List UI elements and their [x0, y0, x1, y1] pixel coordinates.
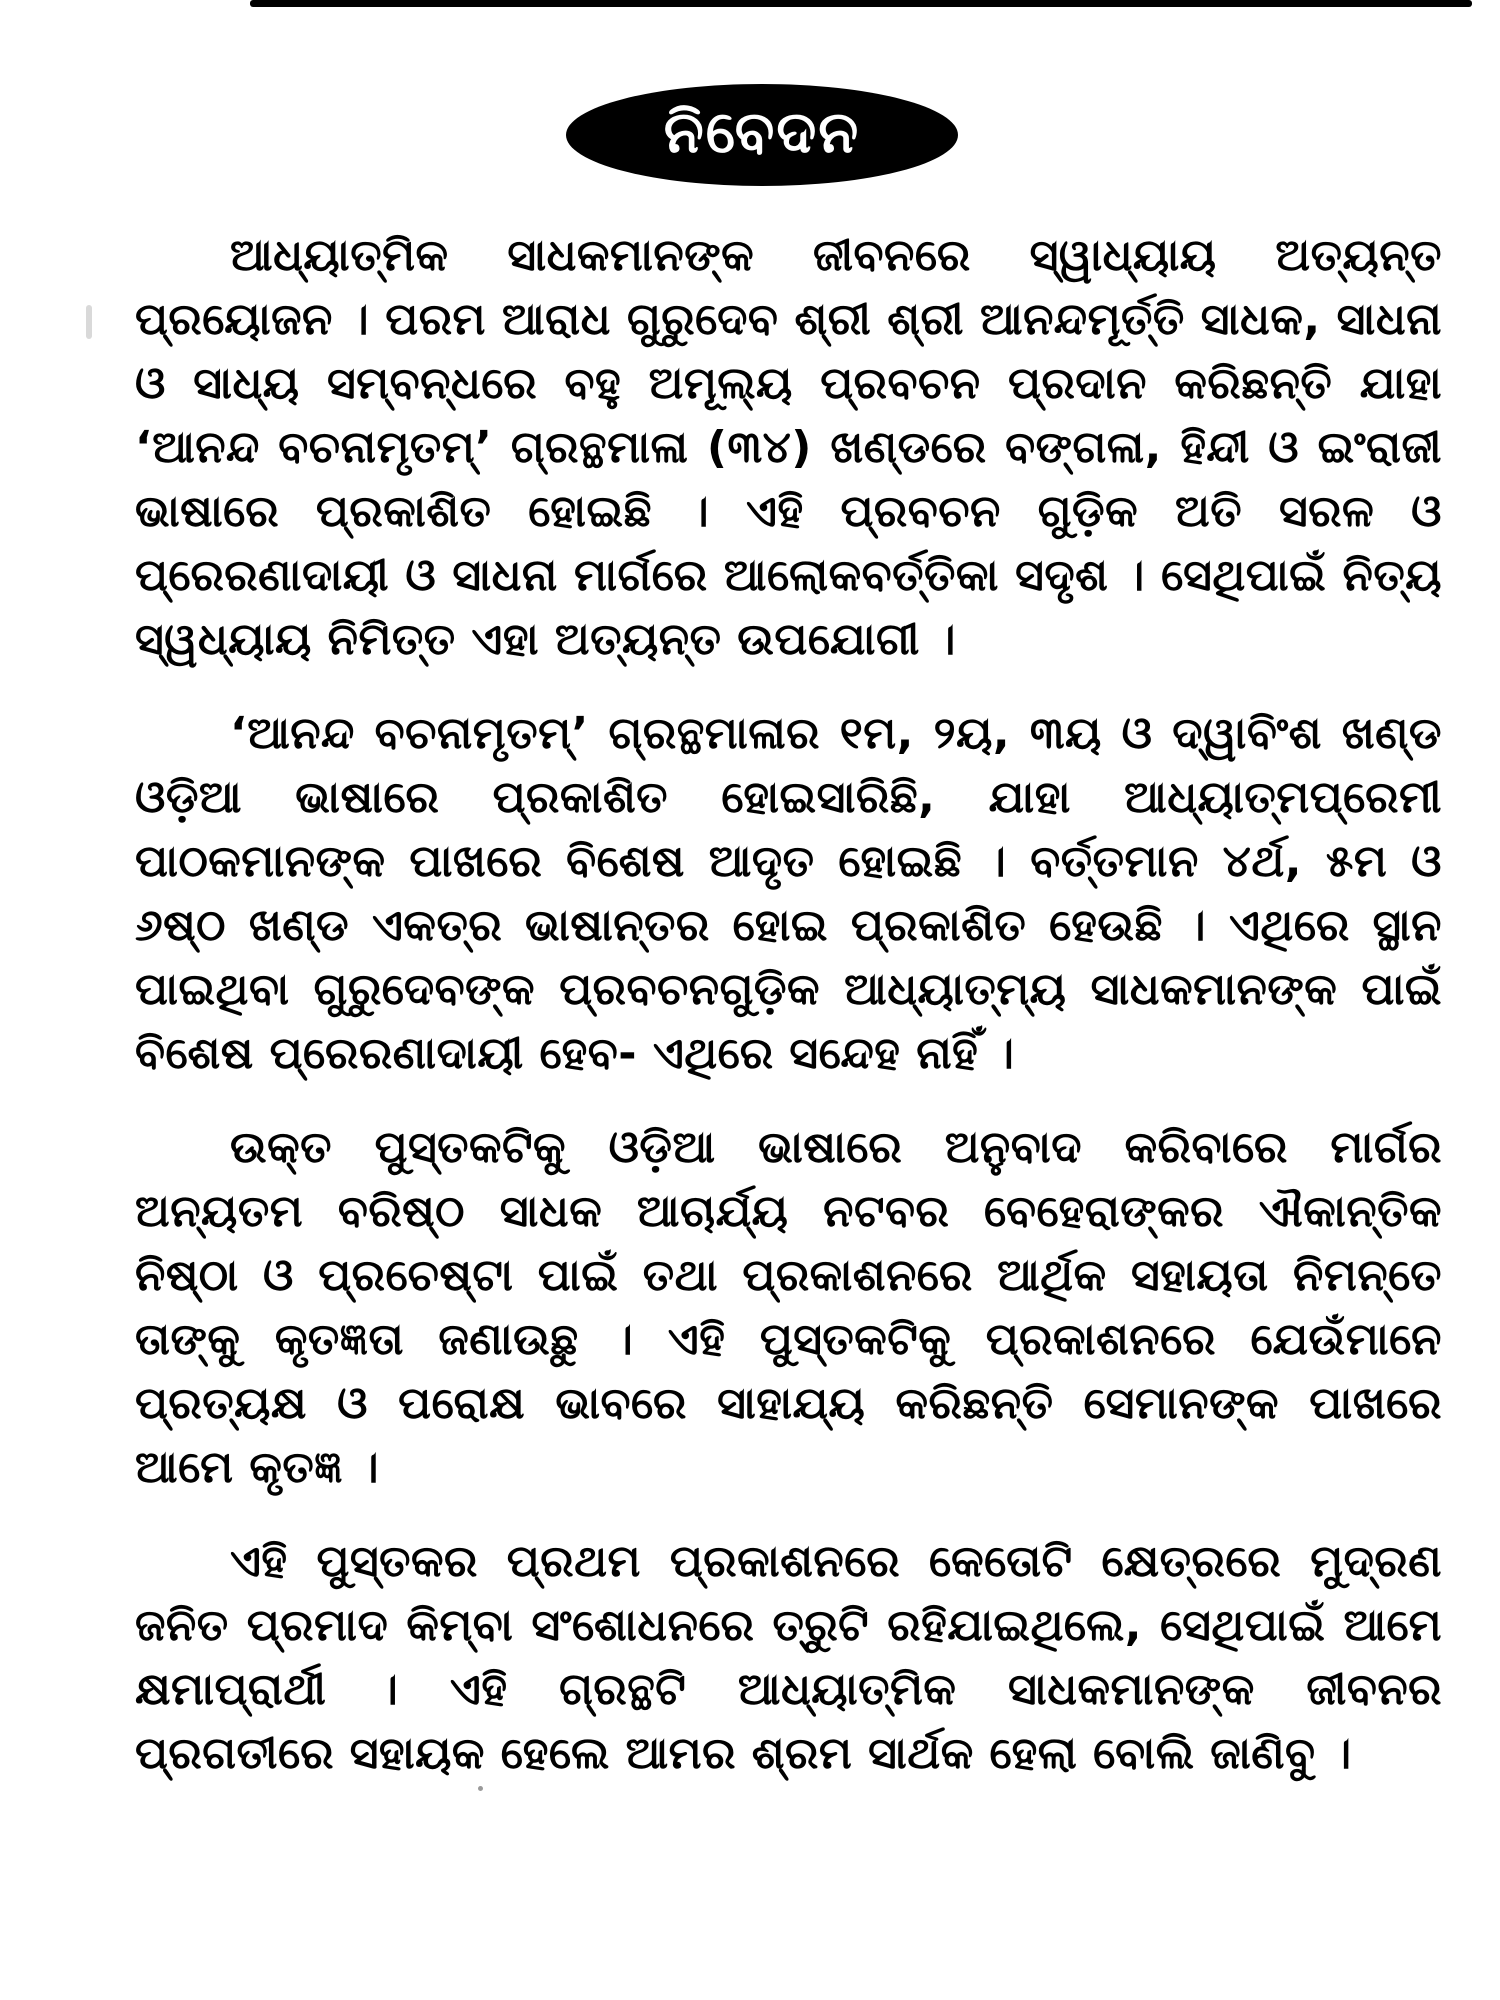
paragraph-1: ଆଧ୍ୟାତ୍ମିକ ସାଧକମାନଙ୍କ ଜୀବନରେ ସ୍ୱାଧ୍ୟାୟ ଅତ୍ୟନ୍ତ ପ୍ରୟୋଜନ । ପରମ ଆରାଧ ଗୁରୁଦେବ ଶ୍ରୀ ଶ୍ରୀ ଆନନ୍ଦମୂର୍ତ୍ତି ସାଧକ, ସାଧନା ଓ ସାଧ୍ୟ ସମ୍ବନ୍ଧରେ ବହୁ ଅମୂଲ୍ୟ ପ୍ରବଚନ ପ୍ରଦାନ କରିଛନ୍ତି ଯାହା ‘ଆନନ୍ଦ ବଚନାମୃତମ୍’ ଗ୍ରନ୍ଥମାଳା (୩୪) ଖଣ୍ଡରେ ବଙ୍ଗଳା, ହିନ୍ଦୀ ଓ ଇଂରାଜୀ ଭାଷାରେ ପ୍ରକାଶିତ ହୋଇଛି । ଏହି ପ୍ରବଚନ ଗୁଡ଼ିକ ଅତି ସରଳ ଓ ପ୍ରେରଣାଦାୟୀ ଓ ସାଧନା ମାର୍ଗରେ ଆଲୋକବର୍ତ୍ତିକା ସଦୃଶ । ସେଥିପାଇଁ ନିତ୍ୟ ସ୍ୱଧ୍ୟାୟ ନିମିତ୍ତ ଏହା ଅତ୍ୟନ୍ତ ଉପଯୋଗୀ ।	[135, 230, 1442, 665]
paragraph-2: ‘ଆନନ୍ଦ ବଚନାମୃତମ୍’ ଗ୍ରନ୍ଥମାଳାର ୧ମ, ୨ୟ, ୩ୟ ଓ ଦ୍ୱାବିଂଶ ଖଣ୍ଡ ଓଡ଼ିଆ ଭାଷାରେ ପ୍ରକାଶିତ ହୋଇସାରିଛି, ଯାହା ଆଧ୍ୟାତ୍ମପ୍ରେମୀ ପାଠକମାନଙ୍କ ପାଖରେ ବିଶେଷ ଆଦୃତ ହୋଇଛି । ବର୍ତ୍ତମାନ ୪ର୍ଥ, ୫ମ ଓ ୬ଷ୍ଠ ଖଣ୍ଡ ଏକତ୍ର ଭାଷାନ୍ତର ହୋଇ ପ୍ରକାଶିତ ହେଉଛି । ଏଥିରେ ସ୍ଥାନ ପାଇଥିବା ଗୁରୁଦେବଙ୍କ ପ୍ରବଚନଗୁଡ଼ିକ ଆଧ୍ୟାତ୍ମ୍ୟ ସାଧକମାନଙ୍କ ପାଇଁ ବିଶେଷ ପ୍ରେରଣାଦାୟୀ ହେବ- ଏଥିରେ ସନ୍ଦେହ ନାହିଁ ।	[135, 708, 1442, 1079]
page-title: ନିବେଦନ	[663, 98, 861, 166]
scan-artifact	[86, 305, 92, 339]
paragraph-3: ଉକ୍ତ ପୁସ୍ତକଟିକୁ ଓଡ଼ିଆ ଭାଷାରେ ଅନୁବାଦ କରିବାରେ ମାର୍ଗର ଅନ୍ୟତମ ବରିଷ୍ଠ ସାଧକ ଆଚାର୍ଯ୍ୟ ନଟବର ବେହେରାଙ୍କର ଐକାନ୍ତିକ ନିଷ୍ଠା ଓ ପ୍ରଚେଷ୍ଟା ପାଇଁ ତଥା ପ୍ରକାଶନରେ ଆର୍ଥିକ ସହାୟତା ନିମନ୍ତେ ତାଙ୍କୁ କୃତଜ୍ଞତା ଜଣାଉଛୁ । ଏହି ପୁସ୍ତକଟିକୁ ପ୍ରକାଶନରେ ଯେଉଁମାନେ ପ୍ରତ୍ୟକ୍ଷ ଓ ପରୋକ୍ଷ ଭାବରେ ସାହାଯ୍ୟ କରିଛନ୍ତି ସେମାନଙ୍କ ପାଖରେ ଆମେ କୃତଜ୍ଞ ।	[135, 1122, 1442, 1493]
scan-artifact	[478, 1786, 483, 1791]
paragraph-4: ଏହି ପୁସ୍ତକର ପ୍ରଥମ ପ୍ରକାଶନରେ କେତୋଟି କ୍ଷେତ୍ରରେ ମୁଦ୍ରଣ ଜନିତ ପ୍ରମାଦ କିମ୍ବା ସଂଶୋଧନରେ ତ୍ରୁଟି ରହିଯାଇଥିଲେ, ସେଥିପାଇଁ ଆମେ କ୍ଷମାପ୍ରାର୍ଥୀ । ଏହି ଗ୍ରନ୍ଥଟି ଆଧ୍ୟାତ୍ମିକ ସାଧକମାନଙ୍କ ଜୀବନର ପ୍ରଗତୀରେ ସହାୟକ ହେଲେ ଆମର ଶ୍ରମ ସାର୍ଥକ ହେଲା ବୋଲି ଜାଣିବୁ ।	[135, 1536, 1442, 1779]
scan-edge-line	[250, 0, 1472, 7]
document-body	[135, 224, 1442, 1816]
title-oval	[566, 84, 958, 186]
